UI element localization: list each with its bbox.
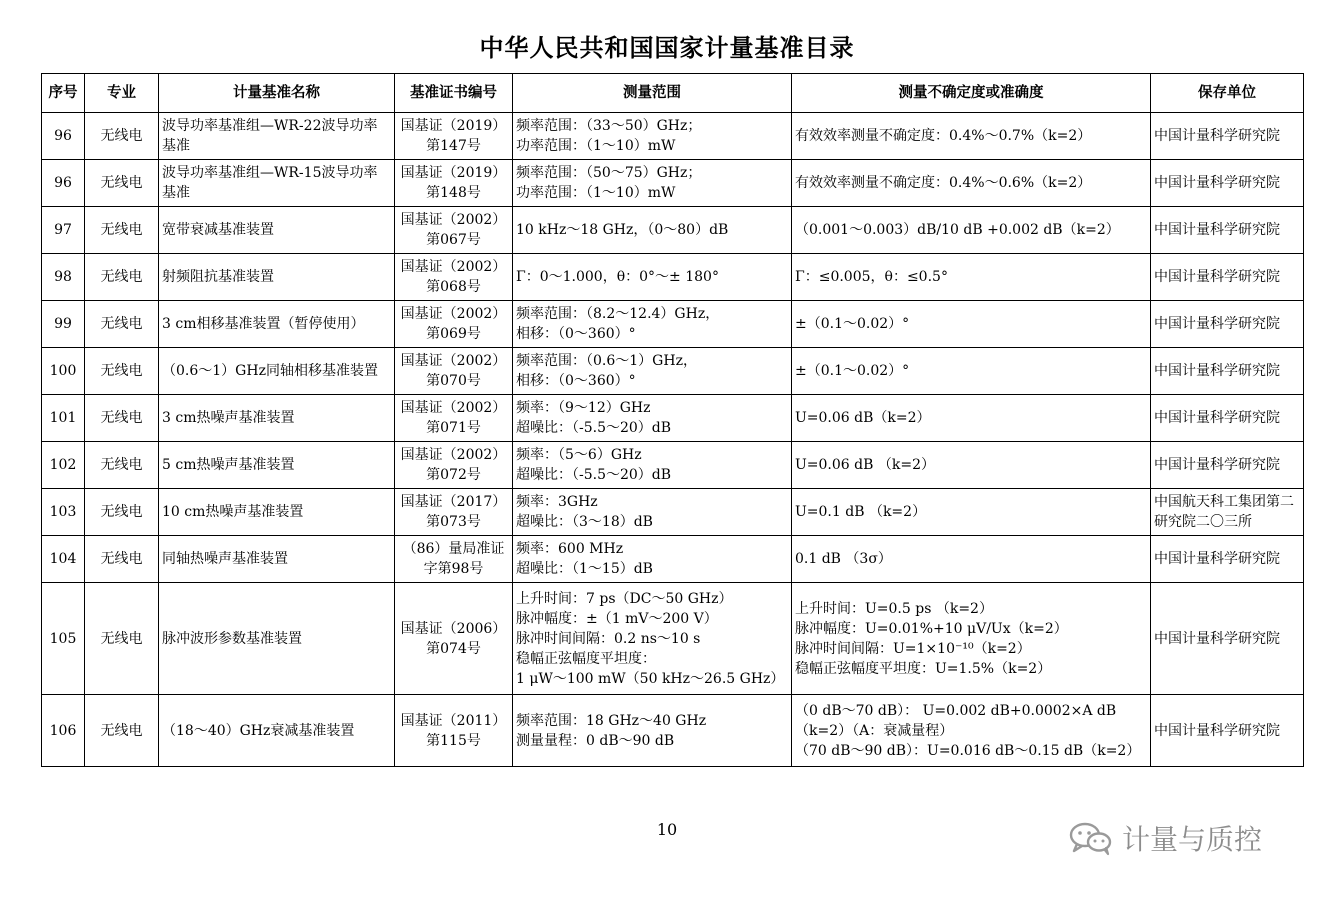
standards-table <box>41 73 1304 767</box>
table-row <box>42 207 1304 254</box>
cell-range: 频率：（5～6）GHz 超噪比：（-5.5～20）dB <box>513 442 792 489</box>
cell-cert: 国基证（2002） 第071号 <box>395 395 513 442</box>
cell-uncertainty: ±（0.1～0.02）° <box>792 301 1151 348</box>
cell-unit: 中国计量科学研究院 <box>1151 442 1304 489</box>
cell-uncertainty: 上升时间：U=0.5 ps （k=2） 脉冲幅度：U=0.01%+10 μV/Ux（k=2） 脉冲时间间隔：U=1×10⁻¹⁰（k=2） 稳幅正弦幅度平坦度：U=1.5%（k=2） <box>792 583 1151 695</box>
cell-uncertainty: 有效效率测量不确定度：0.4%～0.6%（k=2） <box>792 160 1151 207</box>
cell-range: 频率范围：（8.2～12.4）GHz， 相移：（0～360）° <box>513 301 792 348</box>
cell-name: 同轴热噪声基准装置 <box>159 536 395 583</box>
cell-range: 频率范围：（0.6～1）GHz， 相移：（0～360）° <box>513 348 792 395</box>
cell-uncertainty: （0 dB～70 dB）： U=0.002 dB+0.0002×A dB（k=2）（A：衰减量程） （70 dB～90 dB）：U=0.016 dB～0.15 dB（k=2） <box>792 695 1151 767</box>
cell-range: 频率：600 MHz 超噪比：（1～15）dB <box>513 536 792 583</box>
cell-uncertainty: Γ：≤0.005，θ：≤0.5° <box>792 254 1151 301</box>
cell-cert: 国基证（2002） 第072号 <box>395 442 513 489</box>
cell-range: 频率：3GHz 超噪比：（3～18）dB <box>513 489 792 536</box>
cell-no: 105 <box>42 583 85 695</box>
cell-range: 频率：（9～12）GHz 超噪比：（-5.5～20）dB <box>513 395 792 442</box>
table-row <box>42 489 1304 536</box>
cell-range: 频率范围：18 GHz～40 GHz 测量量程：0 dB～90 dB <box>513 695 792 767</box>
watermark-text: 计量与质控 <box>1122 823 1263 856</box>
table-row <box>42 583 1304 695</box>
page-title: 中华人民共和国国家计量基准目录 <box>479 34 855 62</box>
header-uncertainty: 测量不确定度或准确度 <box>792 74 1151 113</box>
page-number: 10 <box>656 820 678 839</box>
cell-cert: 国基证（2017） 第073号 <box>395 489 513 536</box>
cell-range: 上升时间：7 ps（DC～50 GHz） 脉冲幅度：±（1 mV～200 V） 脉冲时间间隔：0.2 ns～10 s 稳幅正弦幅度平坦度： 1 μW～100 mW（50 kHz～26.5 GHz） <box>513 583 792 695</box>
cell-cert: （86）量局准证 字第98号 <box>395 536 513 583</box>
cell-unit: 中国计量科学研究院 <box>1151 113 1304 160</box>
cell-range: 频率范围：（50～75）GHz； 功率范围：（1～10）mW <box>513 160 792 207</box>
cell-field: 无线电 <box>85 442 159 489</box>
header-field: 专业 <box>85 74 159 113</box>
cell-uncertainty: U=0.06 dB （k=2） <box>792 442 1151 489</box>
table-row <box>42 695 1304 767</box>
cell-unit: 中国航天科工集团第二研究院二〇三所 <box>1151 489 1304 536</box>
cell-cert: 国基证（2002） 第070号 <box>395 348 513 395</box>
cell-range: 频率范围：（33～50）GHz； 功率范围：（1～10）mW <box>513 113 792 160</box>
cell-no: 98 <box>42 254 85 301</box>
cell-name: 波导功率基准组—WR-22波导功率基准 <box>159 113 395 160</box>
table-row <box>42 348 1304 395</box>
cell-name: 10 cm热噪声基准装置 <box>159 489 395 536</box>
cell-uncertainty: U=0.1 dB （k=2） <box>792 489 1151 536</box>
cell-field: 无线电 <box>85 348 159 395</box>
cell-uncertainty: 有效效率测量不确定度：0.4%～0.7%（k=2） <box>792 113 1151 160</box>
cell-cert: 国基证（2011） 第115号 <box>395 695 513 767</box>
table-header-row <box>42 74 1304 113</box>
header-name: 计量基准名称 <box>159 74 395 113</box>
header-unit: 保存单位 <box>1151 74 1304 113</box>
cell-no: 96 <box>42 113 85 160</box>
cell-name: 5 cm热噪声基准装置 <box>159 442 395 489</box>
cell-field: 无线电 <box>85 207 159 254</box>
cell-unit: 中国计量科学研究院 <box>1151 395 1304 442</box>
cell-field: 无线电 <box>85 254 159 301</box>
cell-cert: 国基证（2019） 第147号 <box>395 113 513 160</box>
cell-field: 无线电 <box>85 489 159 536</box>
cell-uncertainty: （0.001～0.003）dB/10 dB +0.002 dB（k=2） <box>792 207 1151 254</box>
cell-cert: 国基证（2002） 第069号 <box>395 301 513 348</box>
table-row <box>42 395 1304 442</box>
cell-name: 波导功率基准组—WR-15波导功率基准 <box>159 160 395 207</box>
cell-field: 无线电 <box>85 113 159 160</box>
table-row <box>42 113 1304 160</box>
cell-uncertainty: U=0.06 dB（k=2） <box>792 395 1151 442</box>
cell-unit: 中国计量科学研究院 <box>1151 583 1304 695</box>
cell-name: （0.6～1）GHz同轴相移基准装置 <box>159 348 395 395</box>
cell-no: 100 <box>42 348 85 395</box>
cell-field: 无线电 <box>85 395 159 442</box>
cell-no: 102 <box>42 442 85 489</box>
cell-no: 99 <box>42 301 85 348</box>
table-row <box>42 254 1304 301</box>
cell-field: 无线电 <box>85 583 159 695</box>
cell-unit: 中国计量科学研究院 <box>1151 160 1304 207</box>
cell-unit: 中国计量科学研究院 <box>1151 207 1304 254</box>
cell-field: 无线电 <box>85 160 159 207</box>
cell-no: 97 <box>42 207 85 254</box>
cell-field: 无线电 <box>85 536 159 583</box>
cell-no: 101 <box>42 395 85 442</box>
cell-cert: 国基证（2019） 第148号 <box>395 160 513 207</box>
cell-name: 脉冲波形参数基准装置 <box>159 583 395 695</box>
cell-uncertainty: ±（0.1～0.02）° <box>792 348 1151 395</box>
table-row <box>42 160 1304 207</box>
table-row <box>42 536 1304 583</box>
cell-range: Γ：0～1.000，θ：0°～± 180° <box>513 254 792 301</box>
cell-name: 宽带衰减基准装置 <box>159 207 395 254</box>
cell-no: 103 <box>42 489 85 536</box>
table-row <box>42 301 1304 348</box>
cell-field: 无线电 <box>85 695 159 767</box>
cell-uncertainty: 0.1 dB （3σ） <box>792 536 1151 583</box>
cell-no: 104 <box>42 536 85 583</box>
cell-no: 96 <box>42 160 85 207</box>
cell-name: 3 cm热噪声基准装置 <box>159 395 395 442</box>
cell-name: （18～40）GHz衰减基准装置 <box>159 695 395 767</box>
header-no: 序号 <box>42 74 85 113</box>
cell-unit: 中国计量科学研究院 <box>1151 301 1304 348</box>
watermark <box>1068 818 1262 858</box>
cell-unit: 中国计量科学研究院 <box>1151 536 1304 583</box>
header-range: 测量范围 <box>513 74 792 113</box>
wechat-icon <box>1068 820 1114 856</box>
cell-cert: 国基证（2002） 第067号 <box>395 207 513 254</box>
cell-unit: 中国计量科学研究院 <box>1151 254 1304 301</box>
header-cert: 基准证书编号 <box>395 74 513 113</box>
cell-unit: 中国计量科学研究院 <box>1151 348 1304 395</box>
table-row <box>42 442 1304 489</box>
cell-range: 10 kHz～18 GHz，（0～80）dB <box>513 207 792 254</box>
cell-no: 106 <box>42 695 85 767</box>
cell-unit: 中国计量科学研究院 <box>1151 695 1304 767</box>
cell-name: 3 cm相移基准装置（暂停使用） <box>159 301 395 348</box>
cell-name: 射频阻抗基准装置 <box>159 254 395 301</box>
cell-field: 无线电 <box>85 301 159 348</box>
cell-cert: 国基证（2006） 第074号 <box>395 583 513 695</box>
cell-cert: 国基证（2002） 第068号 <box>395 254 513 301</box>
